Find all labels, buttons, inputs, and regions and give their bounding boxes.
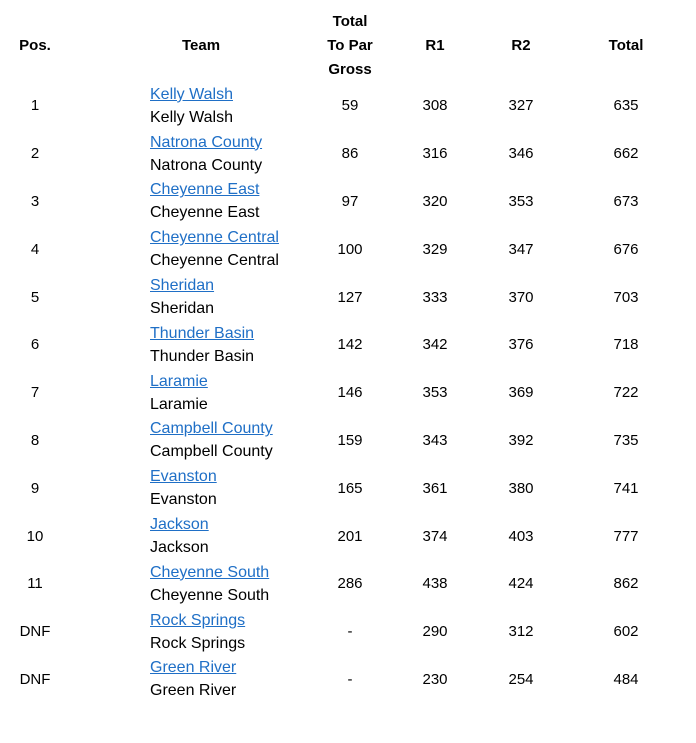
row-r2: 380 [508, 479, 534, 497]
team-name: Jackson [150, 539, 209, 557]
row-total: 673 [613, 192, 639, 210]
team-link[interactable]: Cheyenne Central [150, 229, 279, 247]
team-link[interactable]: Sheridan [150, 277, 215, 295]
table-row [0, 130, 690, 178]
row-pos: 6 [30, 336, 40, 354]
header-pos: Pos. [19, 37, 51, 54]
team-name: Rock Springs [150, 634, 246, 652]
team-name: Evanston [150, 491, 217, 509]
header-to-par-line2: To Par [327, 37, 373, 54]
team-name: Campbell County [150, 443, 273, 461]
header-row [0, 10, 690, 82]
row-to-par: 97 [341, 192, 359, 210]
row-r2: 392 [508, 431, 534, 449]
table-row [0, 321, 690, 369]
row-total: 777 [613, 527, 639, 545]
team-name: Kelly Walsh [150, 108, 233, 126]
row-r1: 290 [422, 623, 448, 641]
team-name: Cheyenne South [150, 586, 270, 604]
header-r2: R2 [511, 37, 531, 54]
table-row [0, 464, 690, 512]
row-r2: 353 [508, 192, 534, 210]
team-name: Sheridan [150, 300, 215, 318]
row-r2: 312 [508, 623, 534, 641]
table-row [0, 560, 690, 608]
team-results-table [0, 10, 690, 703]
row-to-par: - [347, 623, 353, 641]
row-r1: 230 [422, 670, 448, 688]
row-r1: 343 [422, 431, 448, 449]
team-link[interactable]: Kelly Walsh [150, 85, 233, 103]
row-team-cell [70, 273, 310, 321]
row-to-par: 146 [337, 384, 363, 402]
header-to-par-line1: Total [332, 13, 368, 30]
team-name: Laramie [150, 395, 208, 413]
row-pos: DNF [19, 623, 51, 641]
table-row [0, 512, 690, 560]
row-r2: 369 [508, 384, 534, 402]
row-total: 484 [613, 670, 639, 688]
row-team-cell [70, 464, 310, 512]
row-to-par: 86 [341, 145, 359, 163]
row-pos: 9 [30, 479, 40, 497]
row-total: 718 [613, 336, 639, 354]
row-pos: 7 [30, 384, 40, 402]
row-to-par: 286 [337, 575, 363, 593]
row-r1: 320 [422, 192, 448, 210]
team-link[interactable]: Thunder Basin [150, 324, 255, 342]
row-total: 635 [613, 97, 639, 115]
row-pos: DNF [19, 670, 51, 688]
header-r1: R1 [425, 37, 445, 54]
row-to-par: - [347, 670, 353, 688]
team-link[interactable]: Jackson [150, 516, 209, 534]
table-row [0, 417, 690, 465]
row-total: 735 [613, 431, 639, 449]
row-total: 862 [613, 575, 639, 593]
row-team-cell [70, 417, 310, 465]
team-name: Cheyenne East [150, 204, 260, 222]
header-to-par-line3: Gross [328, 61, 372, 78]
header-to-par-gross [310, 10, 390, 82]
row-r1: 353 [422, 384, 448, 402]
header-total: Total [608, 37, 644, 54]
row-r2: 370 [508, 288, 534, 306]
team-link[interactable]: Campbell County [150, 420, 273, 438]
row-to-par: 127 [337, 288, 363, 306]
row-to-par: 100 [337, 240, 363, 258]
row-total: 676 [613, 240, 639, 258]
row-team-cell [70, 608, 310, 656]
row-pos: 4 [30, 240, 40, 258]
row-pos: 11 [27, 575, 43, 593]
row-team-cell [70, 321, 310, 369]
row-to-par: 142 [337, 336, 363, 354]
row-team-cell [70, 225, 310, 273]
team-link[interactable]: Cheyenne South [150, 563, 270, 581]
row-r2: 346 [508, 145, 534, 163]
row-r2: 327 [508, 97, 534, 115]
team-link[interactable]: Evanston [150, 468, 217, 486]
table-body [0, 82, 690, 703]
table-row [0, 225, 690, 273]
table-row [0, 178, 690, 226]
team-link[interactable]: Natrona County [150, 133, 263, 151]
header-team: Team [182, 37, 221, 54]
table-header [0, 10, 690, 82]
row-to-par: 165 [337, 479, 363, 497]
row-r1: 438 [422, 575, 448, 593]
row-r2: 424 [508, 575, 534, 593]
team-link[interactable]: Rock Springs [150, 611, 246, 629]
table-row [0, 369, 690, 417]
row-team-cell [70, 560, 310, 608]
row-to-par: 59 [341, 97, 359, 115]
row-total: 662 [613, 145, 639, 163]
row-r2: 347 [508, 240, 534, 258]
row-r1: 308 [422, 97, 448, 115]
row-r1: 342 [422, 336, 448, 354]
row-team-cell [70, 656, 310, 704]
team-link[interactable]: Cheyenne East [150, 181, 260, 199]
row-team-cell [70, 130, 310, 178]
row-r1: 374 [422, 527, 448, 545]
table-row [0, 82, 690, 130]
row-pos: 5 [30, 288, 40, 306]
row-r2: 254 [508, 670, 534, 688]
row-pos: 8 [30, 431, 40, 449]
row-r1: 329 [422, 240, 448, 258]
table-row [0, 273, 690, 321]
row-team-cell [70, 512, 310, 560]
row-r1: 316 [422, 145, 448, 163]
row-r2: 403 [508, 527, 534, 545]
row-to-par: 159 [337, 431, 363, 449]
row-to-par: 201 [337, 527, 363, 545]
row-r1: 333 [422, 288, 448, 306]
team-name: Cheyenne Central [150, 252, 279, 270]
row-r2: 376 [508, 336, 534, 354]
row-total: 741 [613, 479, 639, 497]
row-pos: 1 [30, 97, 40, 115]
row-team-cell [70, 82, 310, 130]
row-r1: 361 [422, 479, 448, 497]
team-link[interactable]: Green River [150, 659, 237, 677]
row-team-cell [70, 369, 310, 417]
team-name: Green River [150, 682, 237, 700]
row-pos: 10 [26, 527, 44, 545]
row-team-cell [70, 178, 310, 226]
team-name: Natrona County [150, 156, 263, 174]
team-name: Thunder Basin [150, 347, 255, 365]
team-link[interactable]: Laramie [150, 372, 208, 390]
row-total: 722 [613, 384, 639, 402]
row-total: 602 [613, 623, 639, 641]
row-total: 703 [613, 288, 639, 306]
row-pos: 2 [30, 145, 40, 163]
table-row [0, 608, 690, 656]
row-pos: 3 [30, 192, 40, 210]
table-row [0, 656, 690, 704]
